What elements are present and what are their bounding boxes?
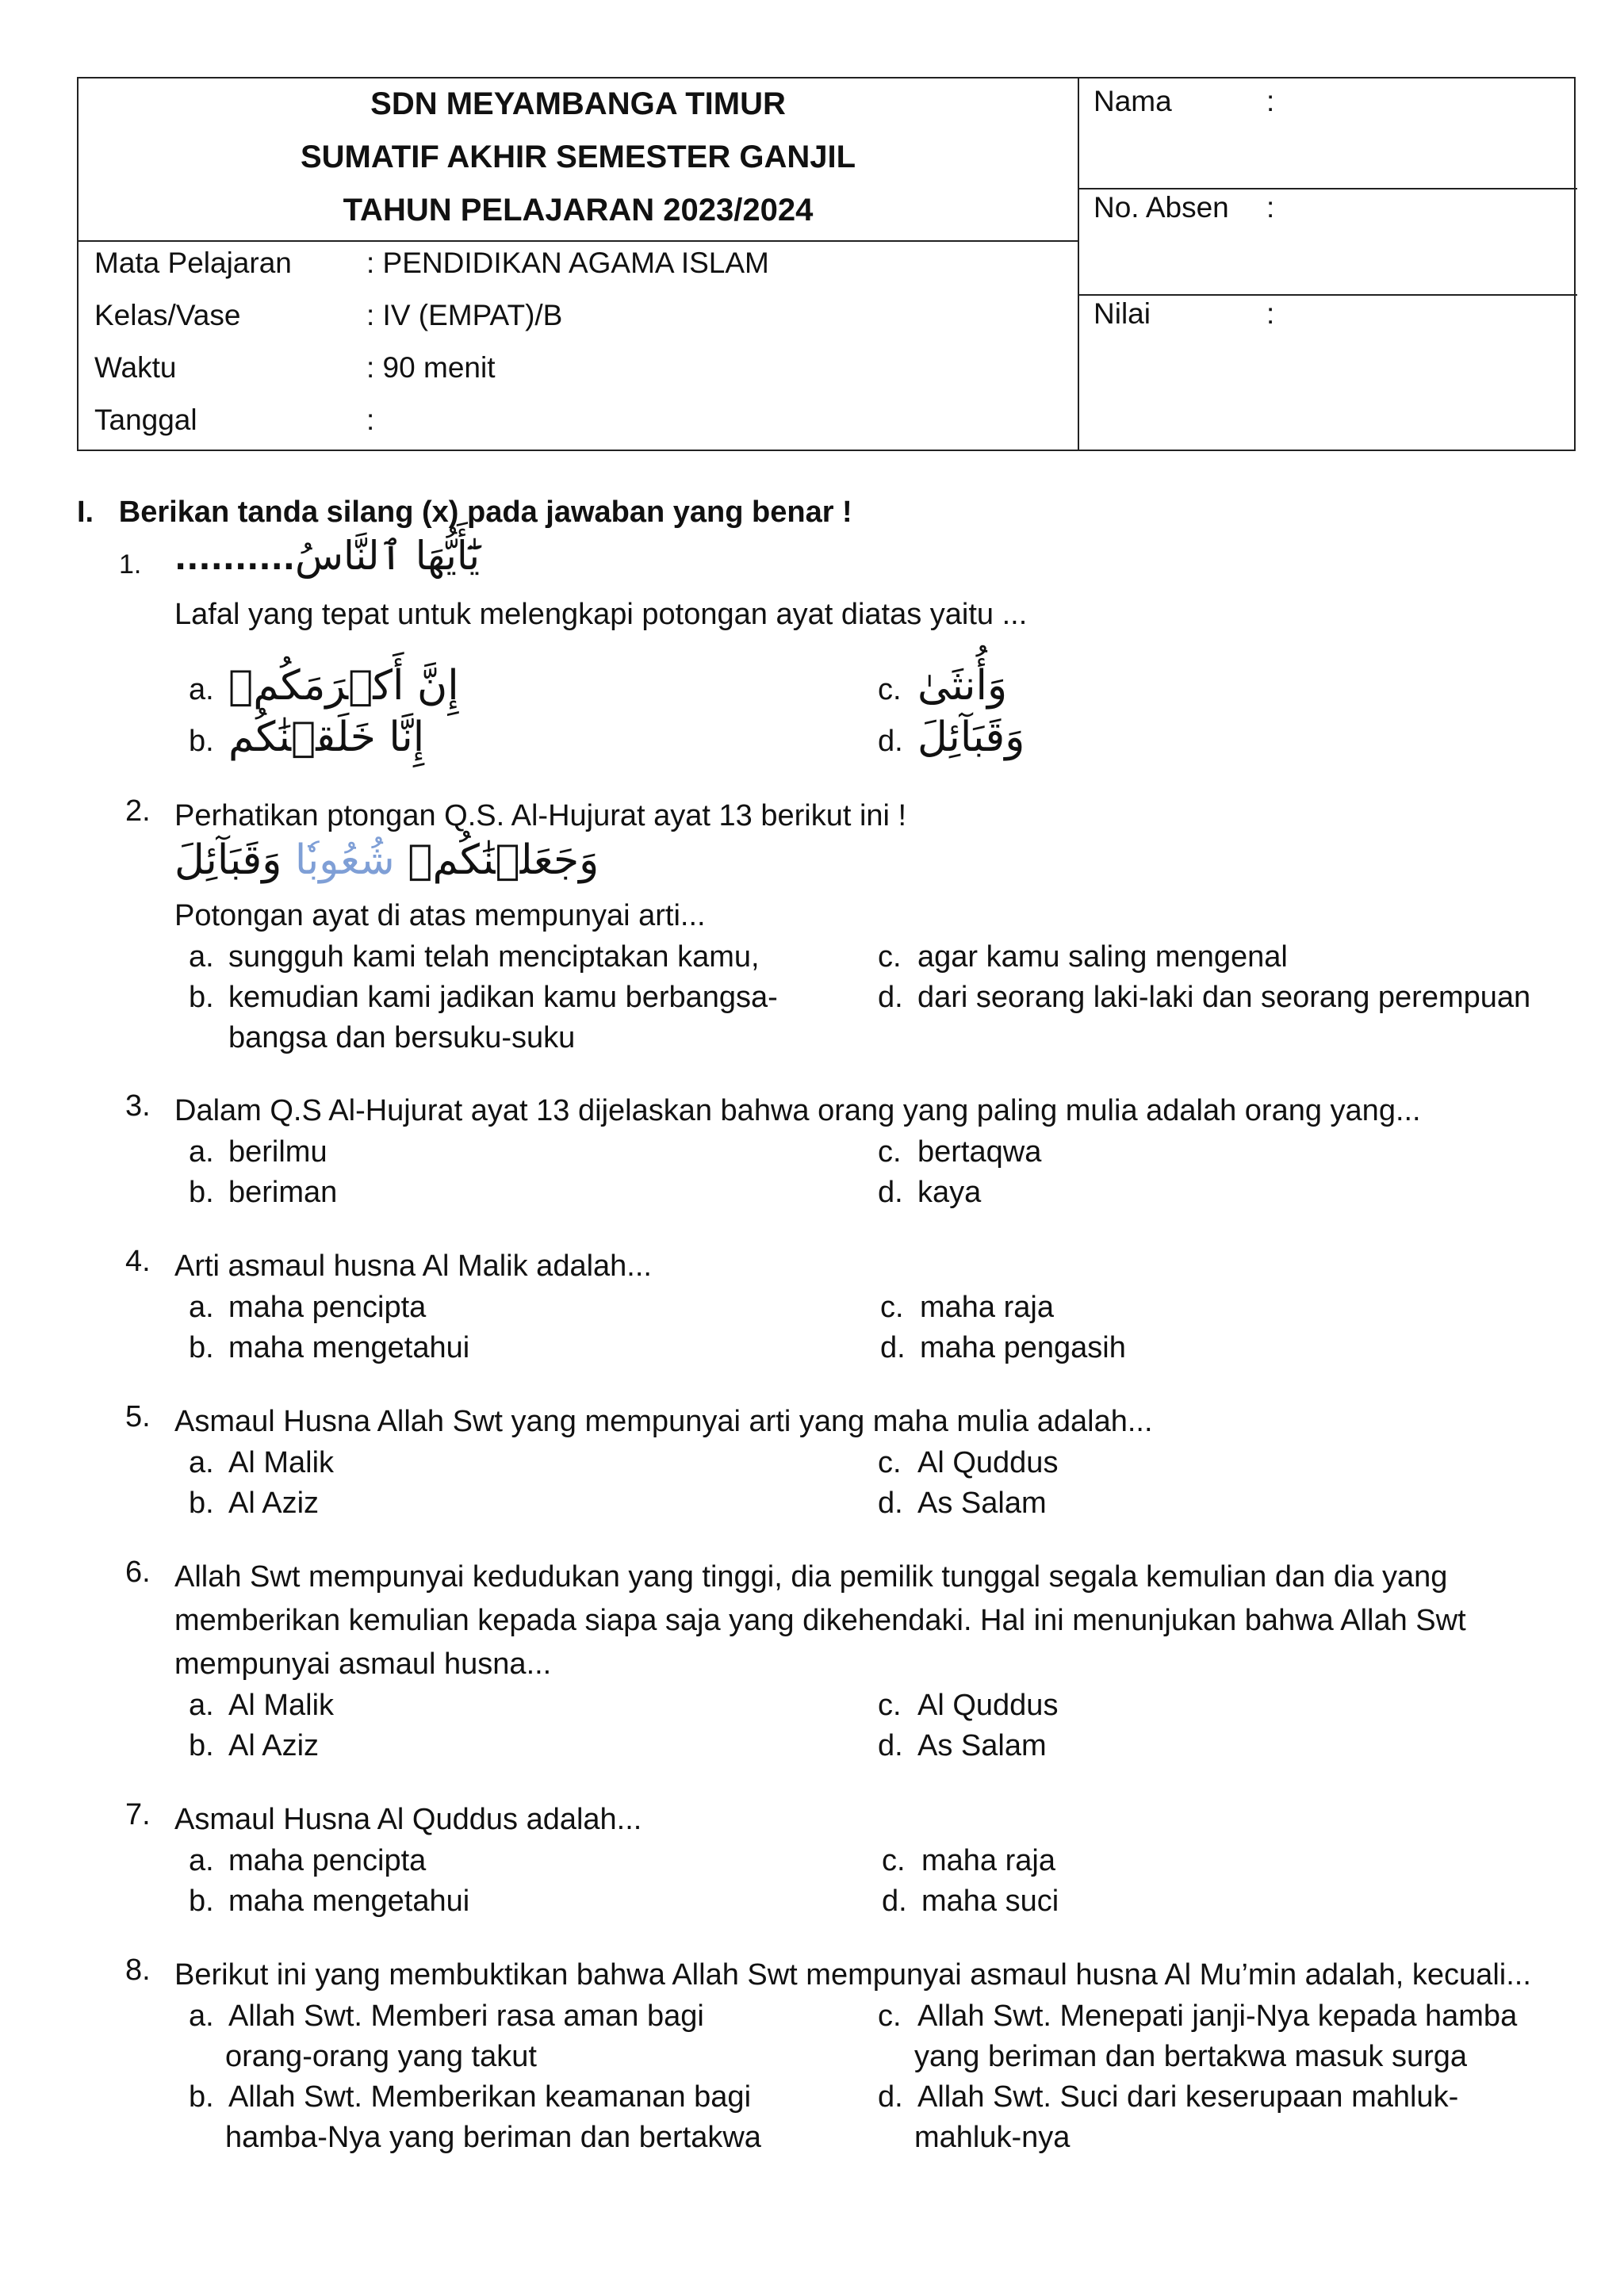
- score-label: Nilai: [1094, 297, 1151, 330]
- info-label-subject: Mata Pelajaran: [94, 247, 292, 279]
- absen-label: No. Absen: [1094, 191, 1229, 224]
- option-d[interactable]: d. As Salam: [878, 1487, 1047, 1520]
- info-value-class: : IV (EMPAT)/B: [366, 299, 563, 331]
- option-b-arabic: إِنَّا خَلَقۡنَٰكُم: [228, 714, 425, 761]
- question-number: 8.: [125, 1954, 151, 1987]
- question-text-line-3: mempunyai asmaul husna...: [174, 1647, 552, 1681]
- info-value-date: :: [366, 404, 375, 436]
- option-b[interactable]: b. kemudian kami jadikan kamu berbangsa- bangsa dan bersuku-suku: [189, 981, 778, 1054]
- option-d[interactable]: d. dari seorang laki-laki dan seorang perempuan: [878, 981, 1531, 1014]
- option-b[interactable]: b. إِنَّا خَلَقۡنَٰكُم: [189, 714, 425, 761]
- arabic-word-2: شُعُوبٗا: [294, 836, 395, 884]
- option-a[interactable]: a. maha pencipta: [189, 1844, 427, 1877]
- name-field[interactable]: :: [1266, 85, 1275, 117]
- arabic-verse: يَٰٓأَيُّهَا ٱلنَّاسُ: [294, 533, 481, 579]
- option-c[interactable]: c. maha raja: [882, 1844, 1055, 1877]
- option-a-arabic: إِنَّ أَكۡرَمَكُمۡ: [228, 662, 459, 710]
- absen-field[interactable]: :: [1266, 191, 1275, 224]
- header-divider-title: [79, 240, 1078, 242]
- academic-year: TAHUN PELAJARAN 2023/2024: [343, 193, 814, 228]
- option-c[interactable]: c. Allah Swt. Menepati janji-Nya kepada hamba yang beriman dan bertakwa masuk surga: [878, 1999, 1518, 2073]
- option-a[interactable]: a. Allah Swt. Memberi rasa aman bagi orang-orang yang takut: [189, 1999, 704, 2073]
- option-b[interactable]: b. Al Aziz: [189, 1487, 320, 1520]
- question-text: Asmaul Husna Allah Swt yang mempunyai arti yang maha mulia adalah...: [174, 1405, 1153, 1438]
- blank-dots: ..........: [174, 541, 295, 577]
- name-label: Nama: [1094, 85, 1172, 117]
- question-text: Lafal yang tepat untuk melengkapi potongan ayat diatas yaitu ...: [174, 598, 1028, 631]
- info-label-class: Kelas/Vase: [94, 299, 241, 331]
- header-divider-vertical: [1078, 78, 1079, 450]
- option-d[interactable]: d. maha suci: [882, 1885, 1059, 1918]
- option-b[interactable]: b. Al Aziz: [189, 1729, 320, 1762]
- option-a[interactable]: a. sungguh kami telah menciptakan kamu,: [189, 940, 760, 974]
- arabic-word-3: وَقَبَآئِلَ: [174, 836, 282, 884]
- option-d[interactable]: d. As Salam: [878, 1729, 1047, 1762]
- option-b[interactable]: b. beriman: [189, 1176, 338, 1209]
- option-c[interactable]: c. وَأُنثَىٰ: [878, 662, 1008, 710]
- question-text: Berikut ini yang membuktikan bahwa Allah Swt mempunyai asmaul husna Al Mu’min adalah, kecuali...: [174, 1958, 1531, 1992]
- option-c[interactable]: c. Al Quddus: [878, 1446, 1059, 1479]
- option-a[interactable]: a. إِنَّ أَكۡرَمَكُمۡ: [189, 662, 459, 710]
- header-divider-nama: [1078, 188, 1577, 189]
- score-field[interactable]: :: [1266, 297, 1275, 330]
- question-number: 7.: [125, 1798, 151, 1831]
- exam-header-table: [77, 77, 1576, 451]
- question-number: 1.: [119, 549, 142, 580]
- option-d[interactable]: d. kaya: [878, 1176, 982, 1209]
- question-arabic: [174, 836, 599, 884]
- option-d[interactable]: d. Allah Swt. Suci dari keserupaan mahluk- mahluk-nya: [878, 2080, 1459, 2154]
- question-text: Arti asmaul husna Al Malik adalah...: [174, 1249, 652, 1283]
- option-a[interactable]: a. Al Malik: [189, 1689, 335, 1722]
- school-name: SDN MEYAMBANGA TIMUR: [370, 86, 786, 121]
- option-d-arabic: وَقَبَآئِلَ: [917, 714, 1025, 761]
- question-text-line-2: memberikan kemulian kepada siapa saja yang dikehendaki. Hal ini menunjukan bahwa Allah Swt: [174, 1604, 1466, 1637]
- option-d[interactable]: d. maha pengasih: [880, 1331, 1126, 1364]
- question-text: Perhatikan ptongan Q.S. Al-Hujurat ayat 13 berikut ini !: [174, 799, 907, 832]
- option-a[interactable]: a. maha pencipta: [189, 1291, 427, 1324]
- option-b[interactable]: b. maha mengetahui: [189, 1331, 470, 1364]
- info-value-time: : 90 menit: [366, 351, 496, 384]
- arabic-word-1: وَجَعَلۡنَٰكُمۡ: [408, 836, 599, 884]
- section-title: I. Berikan tanda silang (x) pada jawaban yang benar !: [77, 496, 852, 529]
- option-c[interactable]: c. bertaqwa: [878, 1135, 1042, 1169]
- question-number: 4.: [125, 1245, 151, 1278]
- question-number: 6.: [125, 1556, 151, 1589]
- question-text-line-1: Allah Swt mempunyai kedudukan yang tinggi, dia pemilik tunggal segala kemulian dan dia yang: [174, 1560, 1448, 1594]
- info-label-time: Waktu: [94, 351, 177, 384]
- question-text: Asmaul Husna Al Quddus adalah...: [174, 1803, 642, 1836]
- option-b[interactable]: b. maha mengetahui: [189, 1885, 470, 1918]
- header-divider-absen: [1078, 294, 1577, 296]
- info-value-subject: : PENDIDIKAN AGAMA ISLAM: [366, 247, 769, 279]
- question-number: 2.: [125, 794, 151, 828]
- option-b[interactable]: b. Allah Swt. Memberikan keamanan bagi hamba-Nya yang beriman dan bertakwa: [189, 2080, 761, 2154]
- question-text: Dalam Q.S Al-Hujurat ayat 13 dijelaskan bahwa orang yang paling mulia adalah orang yang...: [174, 1094, 1421, 1127]
- option-a[interactable]: a. Al Malik: [189, 1446, 335, 1479]
- exam-title: SUMATIF AKHIR SEMESTER GANJIL: [300, 140, 856, 174]
- question-number: 3.: [125, 1089, 151, 1123]
- option-c[interactable]: c. Al Quddus: [878, 1689, 1059, 1722]
- option-a[interactable]: a. berilmu: [189, 1135, 327, 1169]
- question-subtext: Potongan ayat di atas mempunyai arti...: [174, 899, 706, 932]
- info-label-date: Tanggal: [94, 404, 197, 436]
- option-c-arabic: وَأُنثَىٰ: [917, 662, 1008, 710]
- option-d[interactable]: d. وَقَبَآئِلَ: [878, 714, 1025, 761]
- question-number: 5.: [125, 1400, 151, 1433]
- option-c[interactable]: c. maha raja: [880, 1291, 1054, 1324]
- question-arabic: [174, 533, 480, 579]
- option-c[interactable]: c. agar kamu saling mengenal: [878, 940, 1288, 974]
